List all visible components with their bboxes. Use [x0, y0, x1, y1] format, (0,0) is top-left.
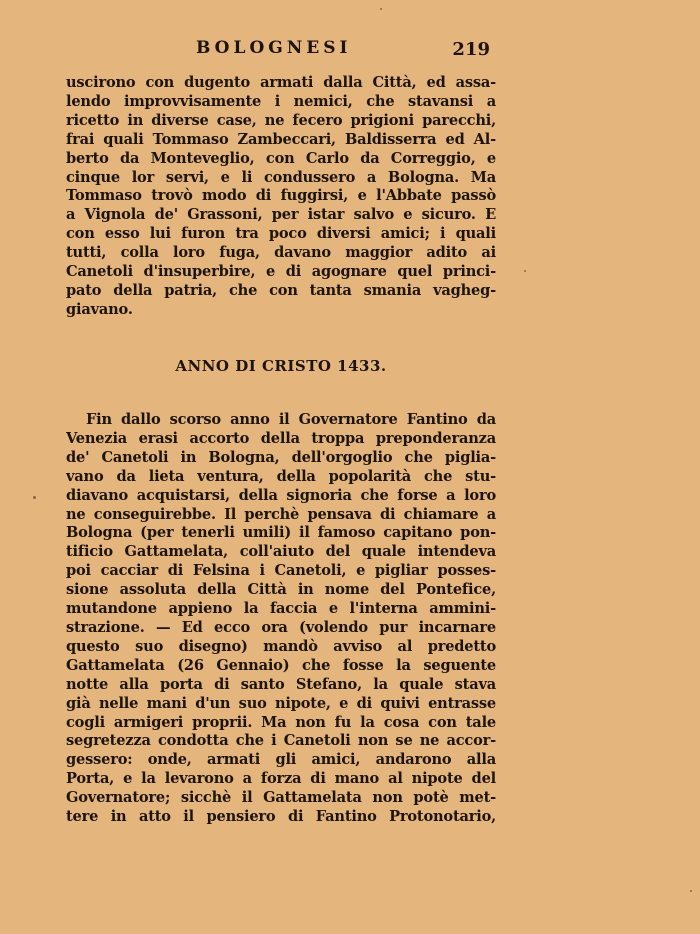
text-line: a Vignola de' Grassoni, per istar salvo e sicuro. E: [66, 206, 496, 224]
text-line: gessero: onde, armati gli amici, andarono alla: [66, 751, 496, 769]
text-line: Bologna (per tenerli umili) il famoso capitano pon-: [66, 524, 496, 542]
paragraph-main: [66, 411, 496, 827]
text-line: cogli armigeri proprii. Ma non fu la cosa con tale: [66, 713, 496, 731]
text-line: diavano acquistarsi, della signoria che forse a loro: [66, 486, 496, 504]
text-line: con esso lui furon tra poco diversi amici; i quali: [66, 225, 496, 243]
text-line: poi cacciar di Felsina i Canetoli, e pigliar posses-: [66, 562, 496, 580]
text-line: Porta, e la levarono a forza di mano al nipote del: [66, 770, 496, 788]
paragraph-continued: [66, 74, 496, 320]
text-line: sione assoluta della Città in nome del Pontefice,: [66, 581, 496, 599]
page-header: [66, 38, 494, 64]
text-line: Tommaso trovò modo di fuggirsi, e l'Abbate passò: [66, 187, 496, 205]
text-line: ricetto in diverse case, ne fecero prigioni parecchi,: [66, 111, 496, 129]
running-title: BOLOGNESI: [196, 38, 352, 58]
text-line: tutti, colla loro fuga, davano maggior adito ai: [66, 244, 496, 262]
scan-speck: [380, 8, 382, 10]
text-line: ne conseguirebbe. Il perchè pensava di chiamare a: [66, 505, 496, 523]
text-line: berto da Monteveglio, con Carlo da Correggio, e: [66, 149, 496, 167]
text-line: Gattamelata (26 Gennaio) che fosse la seguente: [66, 656, 496, 674]
scan-speck: [690, 890, 692, 892]
text-line: tere in atto il pensiero di Fantino Protonotario,: [66, 808, 496, 826]
text-line: questo suo disegno) mandò avviso al predetto: [66, 637, 496, 655]
text-line: uscirono con dugento armati dalla Città, ed assa-: [66, 74, 496, 91]
page-number: 219: [452, 39, 490, 60]
scan-speck: [524, 270, 526, 272]
text-line: Canetoli d'insuperbire, e di agognare quel princi-: [66, 263, 496, 281]
text-line: giavano.: [66, 300, 133, 318]
text-line: strazione. — Ed ecco ora (volendo pur incarnare: [66, 618, 496, 636]
section-heading: ANNO DI CRISTO 1433.: [175, 357, 387, 375]
text-line: de' Canetoli in Bologna, dell'orgoglio che piglia-: [66, 448, 496, 466]
text-line: già nelle mani d'un suo nipote, e di quivi entrasse: [66, 694, 496, 712]
text-line: segretezza condotta che i Canetoli non se ne accor-: [66, 732, 496, 750]
text-line: Venezia erasi accorto della troppa preponderanza: [66, 429, 496, 447]
text-line: vano da lieta ventura, della popolarità che stu-: [66, 467, 496, 485]
text-line: Fin dallo scorso anno il Governatore Fantino da: [86, 411, 496, 428]
text-line: tificio Gattamelata, coll'aiuto del quale intendeva: [66, 543, 496, 561]
text-line: pato della patria, che con tanta smania vagheg-: [66, 281, 496, 299]
text-line: cinque lor servi, e li condussero a Bologna. Ma: [66, 168, 496, 186]
text-line: mutandone appieno la faccia e l'interna ammini-: [66, 600, 496, 618]
text-line: Governatore; sicchè il Gattamelata non potè met-: [66, 789, 496, 807]
scan-speck: [33, 496, 36, 499]
text-line: frai quali Tommaso Zambeccari, Baldisserra ed Al-: [66, 130, 496, 148]
text-line: lendo improvvisamente i nemici, che stavansi a: [66, 92, 496, 110]
text-line: notte alla porta di santo Stefano, la quale stava: [66, 675, 496, 693]
